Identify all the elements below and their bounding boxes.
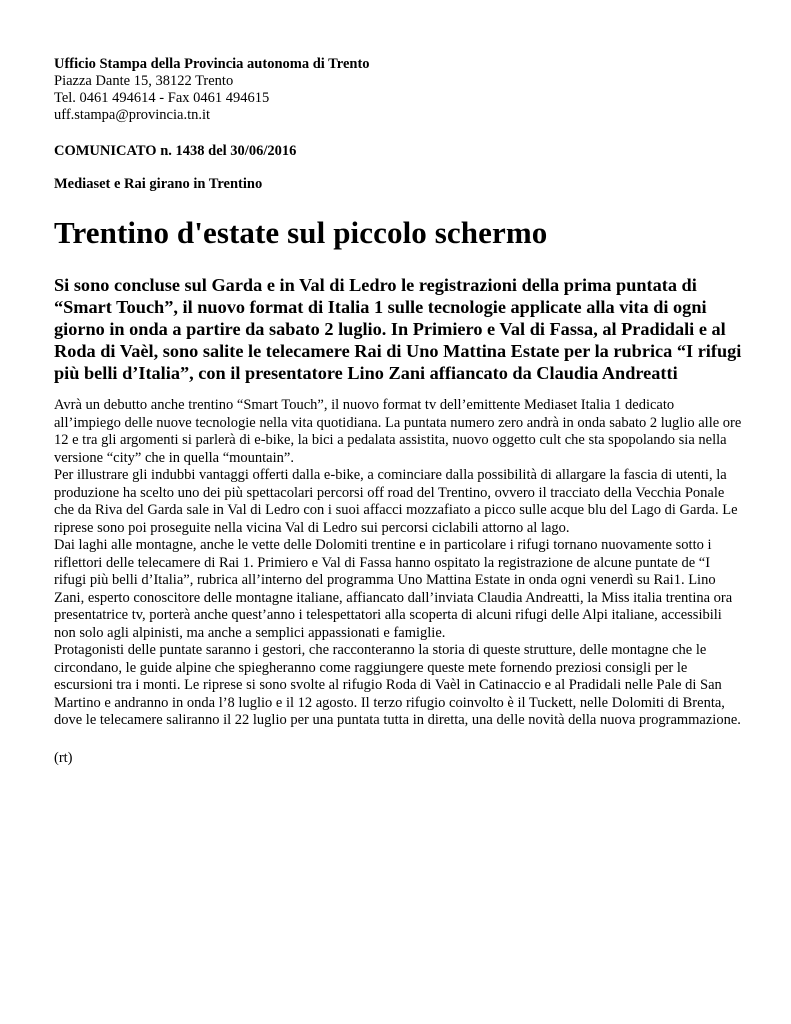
letterhead — [54, 56, 744, 124]
email: uff.stampa@provincia.tn.it — [54, 107, 211, 123]
kicker: Mediaset e Rai girano in Trentino — [54, 176, 263, 192]
body-paragraph: Dai laghi alle montagne, anche le vette delle Dolomiti trentine e in particolare i rifugi tornano nuovamente sotto i riflettori delle telecamere di Rai 1. Primiero e Val di Fassa hanno ospitato la registrazione de alcune puntate de “I rifugi più belli d’Italia”, rubrica all’interno del programma Uno Mattina Estate in onda ogni venerdì su Rai1. Lino Zani, esperto conoscitore delle montagne italiane, affiancato dall’inviata Claudia Andreatti, la Miss italia trentina ora presentatrice tv, porterà anche quest’anno i telespettatori alla scoperta di alcuni rifugi delle Alpi italiane, accessibili non solo agli alpinisti, ma anche a semplici appassionati e famiglie. — [54, 537, 733, 641]
article-body — [54, 397, 744, 730]
phone-fax: Tel. 0461 494614 - Fax 0461 494615 — [54, 90, 270, 106]
body-paragraph: Per illustrare gli indubbi vantaggi offerti dalla e-bike, a cominciare dalla possibilità di allargare la fascia di utenti, la produzione ha scelto uno dei più spettacolari percorsi off road del Trentino, ovvero il tracciato della Vecchia Ponale che da Riva del Garda sale in Val di Ledro con i suoi affacci mozzafiato a picco sulle acque blu del Lago di Garda. Le riprese sono poi proseguite nella vicina Val di Ledro sui percorsi ciclabili attorno al lago. — [54, 467, 738, 536]
lead-paragraph: Si sono concluse sul Garda e in Val di Ledro le registrazioni della prima puntata di “Smart Touch”, il nuovo format di Italia 1 sulle tecnologie applicate alla vita di ogni giorno in onda a partire da sabato 2 luglio. In Primiero e Val di Fassa, al Pradidali e al Roda di Vaèl, sono salite le telecamere Rai di Uno Mattina Estate per la rubrica “I rifugi più belli d’Italia”, con il presentatore Lino Zani affiancato da Claudia Andreatti — [54, 275, 742, 383]
address: Piazza Dante 15, 38122 Trento — [54, 73, 234, 89]
headline: Trentino d'estate sul piccolo schermo — [54, 215, 548, 250]
comunicato-number: COMUNICATO n. 1438 del 30/06/2016 — [54, 143, 297, 159]
author-initials: (rt) — [54, 749, 73, 766]
press-release-page — [54, 56, 744, 767]
body-paragraph: Avrà un debutto anche trentino “Smart Touch”, il nuovo format tv dell’emittente Mediaset Italia 1 dedicato all’impiego delle nuove tecnologie nella vita quotidiana. La puntata numero zero andrà in onda sabato 2 luglio alle ore 12 e tra gli argomenti si parlerà di e-bike, la bici a pedalata assistita, nuovo oggetto cult che sta spopolando sia nella versione “city” che in quella “mountain”. — [54, 397, 742, 466]
body-paragraph: Protagonisti delle puntate saranno i gestori, che racconteranno la storia di queste strutture, delle montagne che le circondano, le guide alpine che spiegheranno come raggiungere queste mete fornendo preziosi consigli per le escursioni tra i monti. Le riprese si sono svolte al rifugio Roda di Vaèl in Catinaccio e al Pradidali nelle Pale di San Martino e andranno in onda l’8 luglio e il 12 agosto. Il terzo rifugio coinvolto è il Tuckett, nelle Dolomiti di Brenta, dove le telecamere saliranno il 22 luglio per una puntata tutta in diretta, una delle novità della nuova programmazione. — [54, 642, 741, 728]
organization-name: Ufficio Stampa della Provincia autonoma di Trento — [54, 56, 370, 72]
